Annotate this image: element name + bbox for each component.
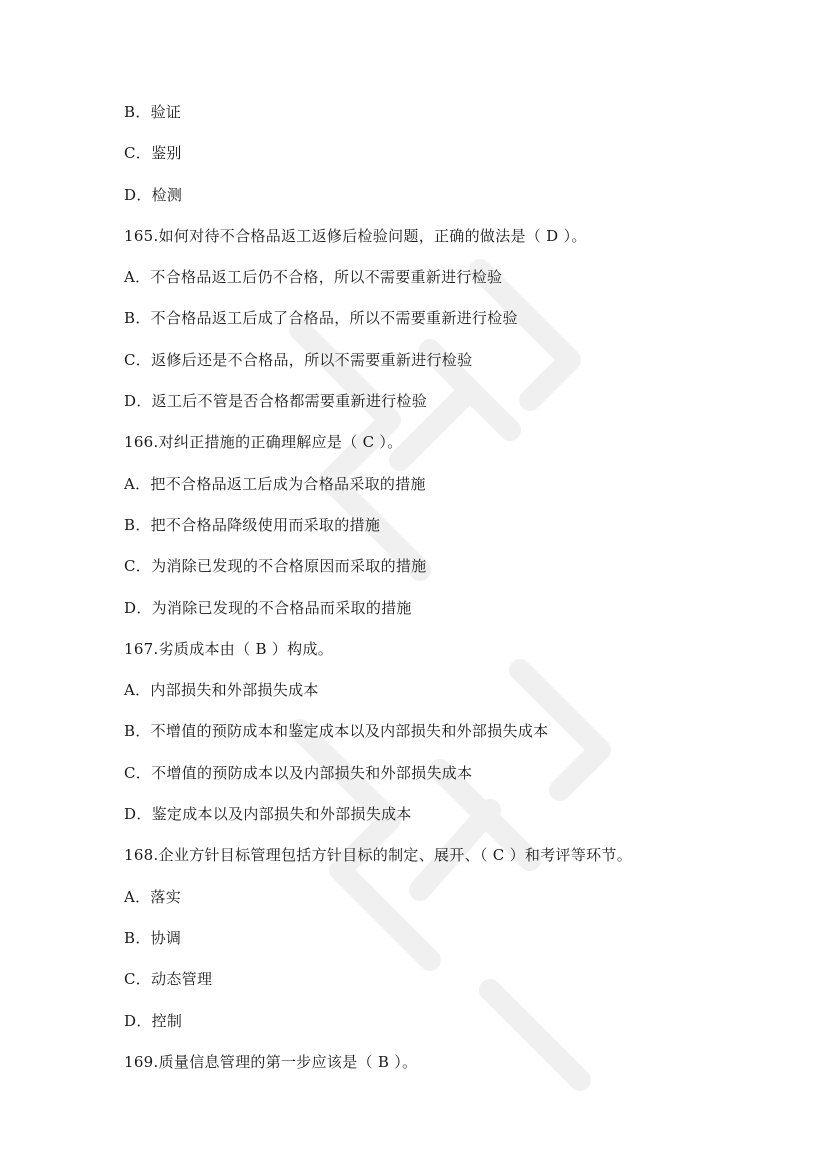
option-c-identify: C．鉴别 xyxy=(124,144,182,163)
q165-option-a: A．不合格品返工后仍不合格，所以不需要重新进行检验 xyxy=(124,268,503,287)
option-d-test: D．检测 xyxy=(124,185,183,204)
q167-option-c: C．不增值的预防成本以及内部损失和外部损失成本 xyxy=(124,763,473,782)
q167-option-d: D．鉴定成本以及内部损失和外部损失成本 xyxy=(124,805,412,824)
q167-option-a: A．内部损失和外部损失成本 xyxy=(124,681,319,700)
q165-option-d: D．返工后不管是否合格都需要重新进行检验 xyxy=(124,392,428,411)
question-166: 166.对纠正措施的正确理解应是（ C ）。 xyxy=(124,433,403,452)
q166-option-c: C．为消除已发现的不合格原因而采取的措施 xyxy=(124,557,427,576)
q168-option-c: C．动态管理 xyxy=(124,970,213,989)
q168-option-d: D．控制 xyxy=(124,1011,183,1030)
question-167: 167.劣质成本由（ B ）构成。 xyxy=(124,639,334,658)
question-list xyxy=(124,92,724,1083)
q165-option-b: B．不合格品返工后成了合格品，所以不需要重新进行检验 xyxy=(124,309,518,328)
q166-option-a: A．把不合格品返工后成为合格品采取的措施 xyxy=(124,474,426,493)
option-b-verify: B．验证 xyxy=(124,103,182,121)
question-169: 169.质量信息管理的第一步应该是（ B ）。 xyxy=(124,1052,418,1071)
q165-option-c: C．返修后还是不合格品，所以不需要重新进行检验 xyxy=(124,350,473,369)
q166-option-d: D．为消除已发现的不合格品而采取的措施 xyxy=(124,598,412,617)
question-165: 165.如何对待不合格品返工返修后检验问题，正确的做法是（ D ）。 xyxy=(124,226,587,245)
q168-option-b: B．协调 xyxy=(124,928,182,947)
q166-option-b: B．把不合格品降级使用而采取的措施 xyxy=(124,515,381,534)
question-168: 168.企业方针目标管理包括方针目标的制定、展开、（ C ）和考评等环节。 xyxy=(124,846,633,865)
q167-option-b: B．不增值的预防成本和鉴定成本以及内部损失和外部损失成本 xyxy=(124,722,549,741)
q168-option-a: A．落实 xyxy=(124,887,182,906)
